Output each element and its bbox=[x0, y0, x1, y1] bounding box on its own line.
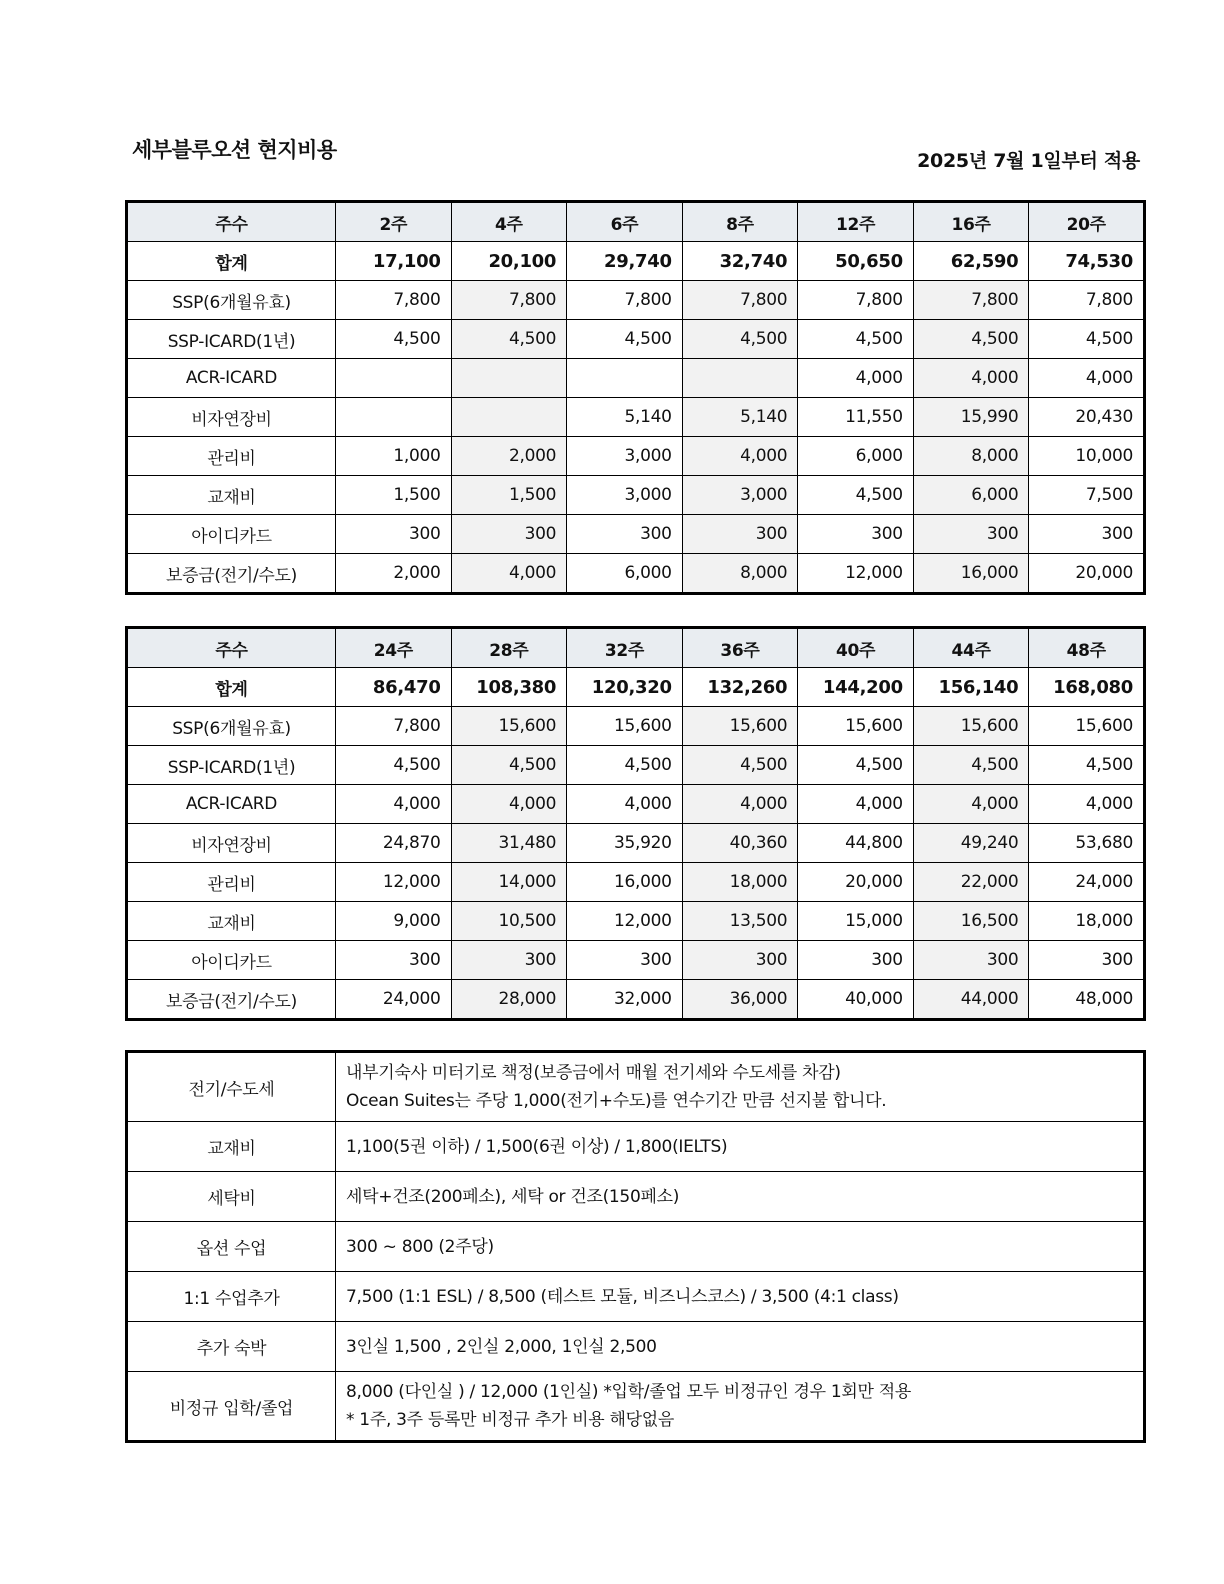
table-cell: 4,500 bbox=[336, 746, 452, 785]
table-cell: 16,000 bbox=[913, 554, 1029, 594]
table-cell: 300 bbox=[336, 515, 452, 554]
table-cell: 10,500 bbox=[451, 902, 567, 941]
total-cell: 132,260 bbox=[682, 668, 798, 707]
table-cell: 8,000 bbox=[913, 437, 1029, 476]
notes-text bbox=[336, 1052, 1145, 1122]
table-cell: 44,800 bbox=[798, 824, 914, 863]
table-cell: 3,000 bbox=[567, 437, 683, 476]
table-cell: 4,000 bbox=[451, 554, 567, 594]
column-header-weeks: 16주 bbox=[913, 202, 1029, 242]
table-row bbox=[127, 554, 1145, 594]
table-cell: 53,680 bbox=[1029, 824, 1145, 863]
row-label: 보증금(전기/수도) bbox=[127, 980, 336, 1020]
row-label: ACR-ICARD bbox=[127, 785, 336, 824]
table-cell: 6,000 bbox=[798, 437, 914, 476]
table-cell: 4,000 bbox=[451, 785, 567, 824]
column-header-weeks: 24주 bbox=[336, 628, 452, 668]
row-label: 비자연장비 bbox=[127, 824, 336, 863]
table-cell: 20,000 bbox=[1029, 554, 1145, 594]
notes-line: 내부기숙사 미터기로 책정(보증금에서 매월 전기세와 수도세를 차감) bbox=[346, 1063, 841, 1083]
column-header-weeks: 36주 bbox=[682, 628, 798, 668]
row-label: 관리비 bbox=[127, 437, 336, 476]
row-label: 관리비 bbox=[127, 863, 336, 902]
table-cell: 7,800 bbox=[913, 281, 1029, 320]
table-cell: 2,000 bbox=[451, 437, 567, 476]
table-row bbox=[127, 707, 1145, 746]
total-cell: 29,740 bbox=[567, 242, 683, 281]
table-cell: 40,000 bbox=[798, 980, 914, 1020]
table-cell: 40,360 bbox=[682, 824, 798, 863]
table-cell: 44,000 bbox=[913, 980, 1029, 1020]
table-row bbox=[127, 902, 1145, 941]
table-cell: 4,500 bbox=[451, 746, 567, 785]
notes-label: 세탁비 bbox=[127, 1172, 336, 1222]
table-cell: 300 bbox=[682, 941, 798, 980]
table-row bbox=[127, 941, 1145, 980]
header-row bbox=[127, 628, 1145, 668]
table-cell: 12,000 bbox=[336, 863, 452, 902]
table-cell: 300 bbox=[798, 515, 914, 554]
table-row bbox=[127, 398, 1145, 437]
row-label: ACR-ICARD bbox=[127, 359, 336, 398]
notes-line: 3인실 1,500 , 2인실 2,000, 1인실 2,500 bbox=[346, 1336, 657, 1357]
table-cell: 4,000 bbox=[682, 785, 798, 824]
table-cell: 7,500 bbox=[1029, 476, 1145, 515]
table-cell: 35,920 bbox=[567, 824, 683, 863]
table-cell: 300 bbox=[682, 515, 798, 554]
table-cell: 18,000 bbox=[682, 863, 798, 902]
table-cell: 20,430 bbox=[1029, 398, 1145, 437]
table-cell: 4,500 bbox=[567, 320, 683, 359]
table-cell: 15,600 bbox=[567, 707, 683, 746]
table-cell: 3,000 bbox=[682, 476, 798, 515]
notes-line: 7,500 (1:1 ESL) / 8,500 (테스트 모듈, 비즈니스코스) / 3,500 (4:1 class) bbox=[346, 1286, 899, 1307]
table-cell: 12,000 bbox=[798, 554, 914, 594]
row-label: SSP(6개월유효) bbox=[127, 707, 336, 746]
table-cell: 300 bbox=[451, 941, 567, 980]
table-cell: 4,500 bbox=[913, 746, 1029, 785]
notes-label: 옵션 수업 bbox=[127, 1222, 336, 1272]
total-cell: 17,100 bbox=[336, 242, 452, 281]
table-cell: 32,000 bbox=[567, 980, 683, 1020]
total-cell: 120,320 bbox=[567, 668, 683, 707]
total-row bbox=[127, 668, 1145, 707]
column-header-weeks: 4주 bbox=[451, 202, 567, 242]
table-row bbox=[127, 863, 1145, 902]
table-cell: 4,000 bbox=[1029, 785, 1145, 824]
table-cell: 7,800 bbox=[682, 281, 798, 320]
table-cell: 15,600 bbox=[913, 707, 1029, 746]
table-cell: 4,000 bbox=[913, 785, 1029, 824]
table-row bbox=[127, 476, 1145, 515]
total-cell: 32,740 bbox=[682, 242, 798, 281]
column-header-weeks: 8주 bbox=[682, 202, 798, 242]
table-cell: 8,000 bbox=[682, 554, 798, 594]
table-cell: 300 bbox=[567, 941, 683, 980]
table-cell bbox=[567, 359, 683, 398]
cost-table-short-term bbox=[125, 200, 1146, 595]
table-cell: 28,000 bbox=[451, 980, 567, 1020]
table-cell: 6,000 bbox=[567, 554, 683, 594]
table-cell bbox=[451, 359, 567, 398]
table-cell: 300 bbox=[1029, 515, 1145, 554]
table-cell: 4,000 bbox=[1029, 359, 1145, 398]
table-row bbox=[127, 515, 1145, 554]
table-cell: 300 bbox=[798, 941, 914, 980]
notes-text bbox=[336, 1372, 1145, 1442]
notes-line: 1,100(5권 이하) / 1,500(6권 이상) / 1,800(IELTS) bbox=[346, 1136, 728, 1157]
table-cell: 15,990 bbox=[913, 398, 1029, 437]
notes-row bbox=[127, 1322, 1145, 1372]
table-row bbox=[127, 824, 1145, 863]
row-label: 보증금(전기/수도) bbox=[127, 554, 336, 594]
row-label: 아이디카드 bbox=[127, 515, 336, 554]
row-label: 합계 bbox=[127, 668, 336, 707]
total-row bbox=[127, 242, 1145, 281]
table-cell: 36,000 bbox=[682, 980, 798, 1020]
table-cell: 15,000 bbox=[798, 902, 914, 941]
table-cell: 4,500 bbox=[1029, 320, 1145, 359]
column-header-weeks: 6주 bbox=[567, 202, 683, 242]
page-title: 세부블루오션 현지비용 bbox=[132, 138, 337, 162]
table-cell: 300 bbox=[1029, 941, 1145, 980]
notes-row bbox=[127, 1052, 1145, 1122]
table-cell: 7,800 bbox=[336, 707, 452, 746]
table-cell: 4,000 bbox=[913, 359, 1029, 398]
total-cell: 144,200 bbox=[798, 668, 914, 707]
table-cell: 300 bbox=[451, 515, 567, 554]
table-cell: 18,000 bbox=[1029, 902, 1145, 941]
table-row bbox=[127, 281, 1145, 320]
table-cell: 5,140 bbox=[567, 398, 683, 437]
table-cell: 7,800 bbox=[567, 281, 683, 320]
table-row bbox=[127, 746, 1145, 785]
table-cell: 4,500 bbox=[682, 320, 798, 359]
row-label: 아이디카드 bbox=[127, 941, 336, 980]
notes-text bbox=[336, 1272, 1145, 1322]
column-header-label: 주수 bbox=[127, 202, 336, 242]
table-cell: 4,500 bbox=[798, 476, 914, 515]
table-cell: 4,000 bbox=[567, 785, 683, 824]
notes-row bbox=[127, 1122, 1145, 1172]
table-cell: 300 bbox=[913, 941, 1029, 980]
row-label: 합계 bbox=[127, 242, 336, 281]
table-cell: 12,000 bbox=[567, 902, 683, 941]
table-cell: 22,000 bbox=[913, 863, 1029, 902]
column-header-weeks: 32주 bbox=[567, 628, 683, 668]
total-cell: 168,080 bbox=[1029, 668, 1145, 707]
notes-row bbox=[127, 1172, 1145, 1222]
table-cell: 1,000 bbox=[336, 437, 452, 476]
notes-label: 1:1 수업추가 bbox=[127, 1272, 336, 1322]
table-cell: 9,000 bbox=[336, 902, 452, 941]
notes-text bbox=[336, 1172, 1145, 1222]
notes-line: 8,000 (다인실 ) / 12,000 (1인실) *입학/졸업 모두 비정규인 경우 1회만 적용 bbox=[346, 1382, 911, 1402]
table-cell: 2,000 bbox=[336, 554, 452, 594]
table-cell: 7,800 bbox=[1029, 281, 1145, 320]
notes-row bbox=[127, 1372, 1145, 1442]
table-cell: 4,500 bbox=[451, 320, 567, 359]
table-cell: 6,000 bbox=[913, 476, 1029, 515]
table-cell: 7,800 bbox=[451, 281, 567, 320]
total-cell: 86,470 bbox=[336, 668, 452, 707]
table-cell: 49,240 bbox=[913, 824, 1029, 863]
table-cell: 4,000 bbox=[336, 785, 452, 824]
column-header-weeks: 28주 bbox=[451, 628, 567, 668]
table-row bbox=[127, 785, 1145, 824]
notes-line: 300 ~ 800 (2주당) bbox=[346, 1236, 494, 1257]
column-header-weeks: 2주 bbox=[336, 202, 452, 242]
notes-label: 비정규 입학/졸업 bbox=[127, 1372, 336, 1442]
table-row bbox=[127, 320, 1145, 359]
total-cell: 20,100 bbox=[451, 242, 567, 281]
notes-row bbox=[127, 1222, 1145, 1272]
table-cell bbox=[451, 398, 567, 437]
table-cell: 24,870 bbox=[336, 824, 452, 863]
cost-table-long-term bbox=[125, 626, 1146, 1021]
notes-label: 교재비 bbox=[127, 1122, 336, 1172]
row-label: 비자연장비 bbox=[127, 398, 336, 437]
effective-date: 2025년 7월 1일부터 적용 bbox=[917, 150, 1140, 172]
table-cell: 4,000 bbox=[682, 437, 798, 476]
table-cell: 13,500 bbox=[682, 902, 798, 941]
table-cell: 7,800 bbox=[798, 281, 914, 320]
row-label: 교재비 bbox=[127, 902, 336, 941]
column-header-weeks: 44주 bbox=[913, 628, 1029, 668]
table-cell: 31,480 bbox=[451, 824, 567, 863]
total-cell: 108,380 bbox=[451, 668, 567, 707]
table-cell: 15,600 bbox=[1029, 707, 1145, 746]
table-cell: 15,600 bbox=[682, 707, 798, 746]
table-row bbox=[127, 359, 1145, 398]
row-label: 교재비 bbox=[127, 476, 336, 515]
table-cell: 15,600 bbox=[798, 707, 914, 746]
table-cell: 14,000 bbox=[451, 863, 567, 902]
total-cell: 50,650 bbox=[798, 242, 914, 281]
table-row bbox=[127, 980, 1145, 1020]
table-cell: 11,550 bbox=[798, 398, 914, 437]
notes-text bbox=[336, 1222, 1145, 1272]
table-cell: 4,500 bbox=[336, 320, 452, 359]
header-row bbox=[127, 202, 1145, 242]
table-cell: 24,000 bbox=[1029, 863, 1145, 902]
table-cell: 4,500 bbox=[1029, 746, 1145, 785]
table-cell: 20,000 bbox=[798, 863, 914, 902]
notes-label: 전기/수도세 bbox=[127, 1052, 336, 1122]
table-cell: 15,600 bbox=[451, 707, 567, 746]
table-cell: 16,500 bbox=[913, 902, 1029, 941]
notes-label: 추가 숙박 bbox=[127, 1322, 336, 1372]
table-cell: 300 bbox=[913, 515, 1029, 554]
total-cell: 156,140 bbox=[913, 668, 1029, 707]
table-cell: 300 bbox=[336, 941, 452, 980]
table-row bbox=[127, 437, 1145, 476]
table-cell: 1,500 bbox=[451, 476, 567, 515]
table-cell: 10,000 bbox=[1029, 437, 1145, 476]
table-cell: 4,500 bbox=[913, 320, 1029, 359]
total-cell: 62,590 bbox=[913, 242, 1029, 281]
table-cell: 1,500 bbox=[336, 476, 452, 515]
table-cell bbox=[682, 359, 798, 398]
table-cell: 4,500 bbox=[798, 320, 914, 359]
total-cell: 74,530 bbox=[1029, 242, 1145, 281]
notes-text bbox=[336, 1322, 1145, 1372]
table-cell bbox=[336, 398, 452, 437]
notes-line: * 1주, 3주 등록만 비정규 추가 비용 해당없음 bbox=[346, 1410, 675, 1430]
column-header-weeks: 40주 bbox=[798, 628, 914, 668]
table-cell: 4,500 bbox=[567, 746, 683, 785]
table-cell: 4,500 bbox=[798, 746, 914, 785]
table-cell: 5,140 bbox=[682, 398, 798, 437]
notes-table bbox=[125, 1050, 1146, 1443]
table-cell: 7,800 bbox=[336, 281, 452, 320]
row-label: SSP-ICARD(1년) bbox=[127, 746, 336, 785]
table-cell: 48,000 bbox=[1029, 980, 1145, 1020]
notes-text bbox=[336, 1122, 1145, 1172]
column-header-weeks: 20주 bbox=[1029, 202, 1145, 242]
notes-line: Ocean Suites는 주당 1,000(전기+수도)를 연수기간 만큼 선지불 합니다. bbox=[346, 1091, 887, 1111]
table-cell: 24,000 bbox=[336, 980, 452, 1020]
notes-line: 세탁+건조(200페소), 세탁 or 건조(150페소) bbox=[346, 1186, 680, 1207]
column-header-weeks: 12주 bbox=[798, 202, 914, 242]
table-cell: 4,500 bbox=[682, 746, 798, 785]
row-label: SSP(6개월유효) bbox=[127, 281, 336, 320]
table-cell: 4,000 bbox=[798, 785, 914, 824]
row-label: SSP-ICARD(1년) bbox=[127, 320, 336, 359]
column-header-label: 주수 bbox=[127, 628, 336, 668]
table-cell: 16,000 bbox=[567, 863, 683, 902]
table-cell: 4,000 bbox=[798, 359, 914, 398]
notes-row bbox=[127, 1272, 1145, 1322]
table-cell: 300 bbox=[567, 515, 683, 554]
table-cell: 3,000 bbox=[567, 476, 683, 515]
column-header-weeks: 48주 bbox=[1029, 628, 1145, 668]
table-cell bbox=[336, 359, 452, 398]
